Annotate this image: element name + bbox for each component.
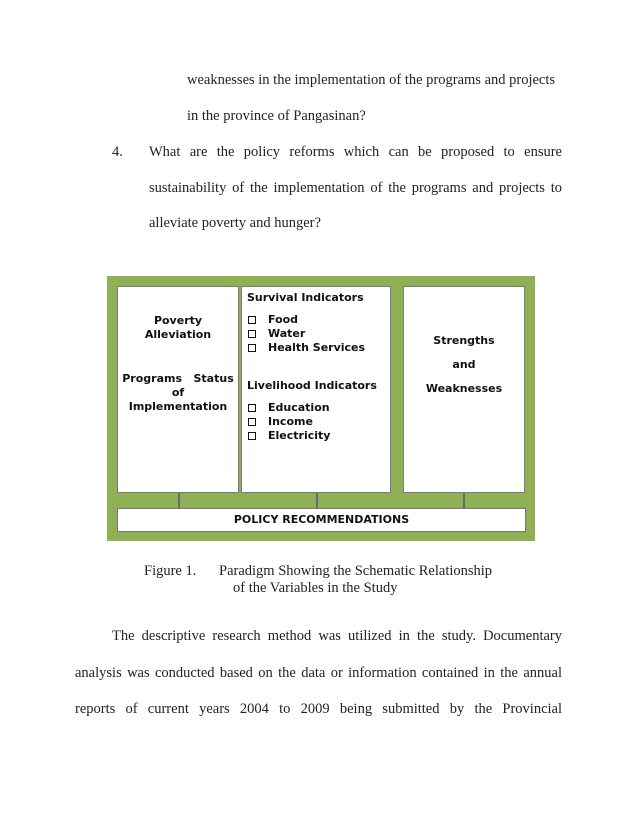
checkbox-icon (248, 432, 256, 440)
panel-subtitle: of (171, 386, 185, 399)
paradigm-diagram (107, 276, 535, 541)
text-line: alleviate poverty and hunger? (149, 215, 321, 231)
list-item: Food (248, 313, 298, 326)
checkbox-icon (248, 330, 256, 338)
panel-title: Weaknesses (425, 382, 503, 395)
paragraph-line: analysis was conducted based on the data or information contained in the annual (75, 665, 562, 681)
policy-label: POLICY RECOMMENDATIONS (233, 513, 410, 526)
connector-line (463, 493, 465, 508)
text-line: What are the policy reforms which can be proposed to ensure (149, 144, 562, 160)
text-line: weaknesses in the implementation of the programs and projects (187, 72, 556, 88)
right-panel (403, 286, 525, 493)
checkbox-icon (248, 418, 256, 426)
list-item: Electricity (248, 429, 330, 442)
list-number: 4. (112, 144, 123, 160)
list-item: Water (248, 327, 305, 340)
survival-heading: Survival Indicators (247, 291, 364, 304)
checkbox-icon (248, 344, 256, 352)
caption-label: Figure 1. (144, 563, 197, 579)
checkbox-icon (248, 404, 256, 412)
caption-text: Paradigm Showing the Schematic Relationship (219, 563, 493, 579)
text-line: sustainability of the implementation of the programs and projects to (149, 180, 562, 196)
connector-line (316, 493, 318, 508)
checkbox-icon (248, 316, 256, 324)
connector-line (178, 493, 180, 508)
left-panel (117, 286, 239, 493)
list-item: Health Services (248, 341, 365, 354)
panel-title: Strengths (433, 334, 495, 347)
text-line: in the province of Pangasinan? (187, 108, 366, 124)
panel-subtitle: Programs Status (122, 372, 234, 385)
livelihood-heading: Livelihood Indicators (247, 379, 377, 392)
panel-subtitle: Implementation (128, 400, 228, 413)
paragraph-line: The descriptive research method was utilized in the study. Documentary (112, 628, 562, 644)
panel-title: Alleviation (144, 328, 212, 341)
list-item: Income (248, 415, 313, 428)
middle-panel (241, 286, 391, 493)
caption-text: of the Variables in the Study (233, 580, 398, 596)
list-item: Education (248, 401, 330, 414)
panel-title: and (452, 358, 476, 371)
panel-title: Poverty (153, 314, 203, 327)
paragraph-line: reports of current years 2004 to 2009 being submitted by the Provincial (75, 701, 562, 717)
policy-recommendations-box (117, 508, 526, 532)
